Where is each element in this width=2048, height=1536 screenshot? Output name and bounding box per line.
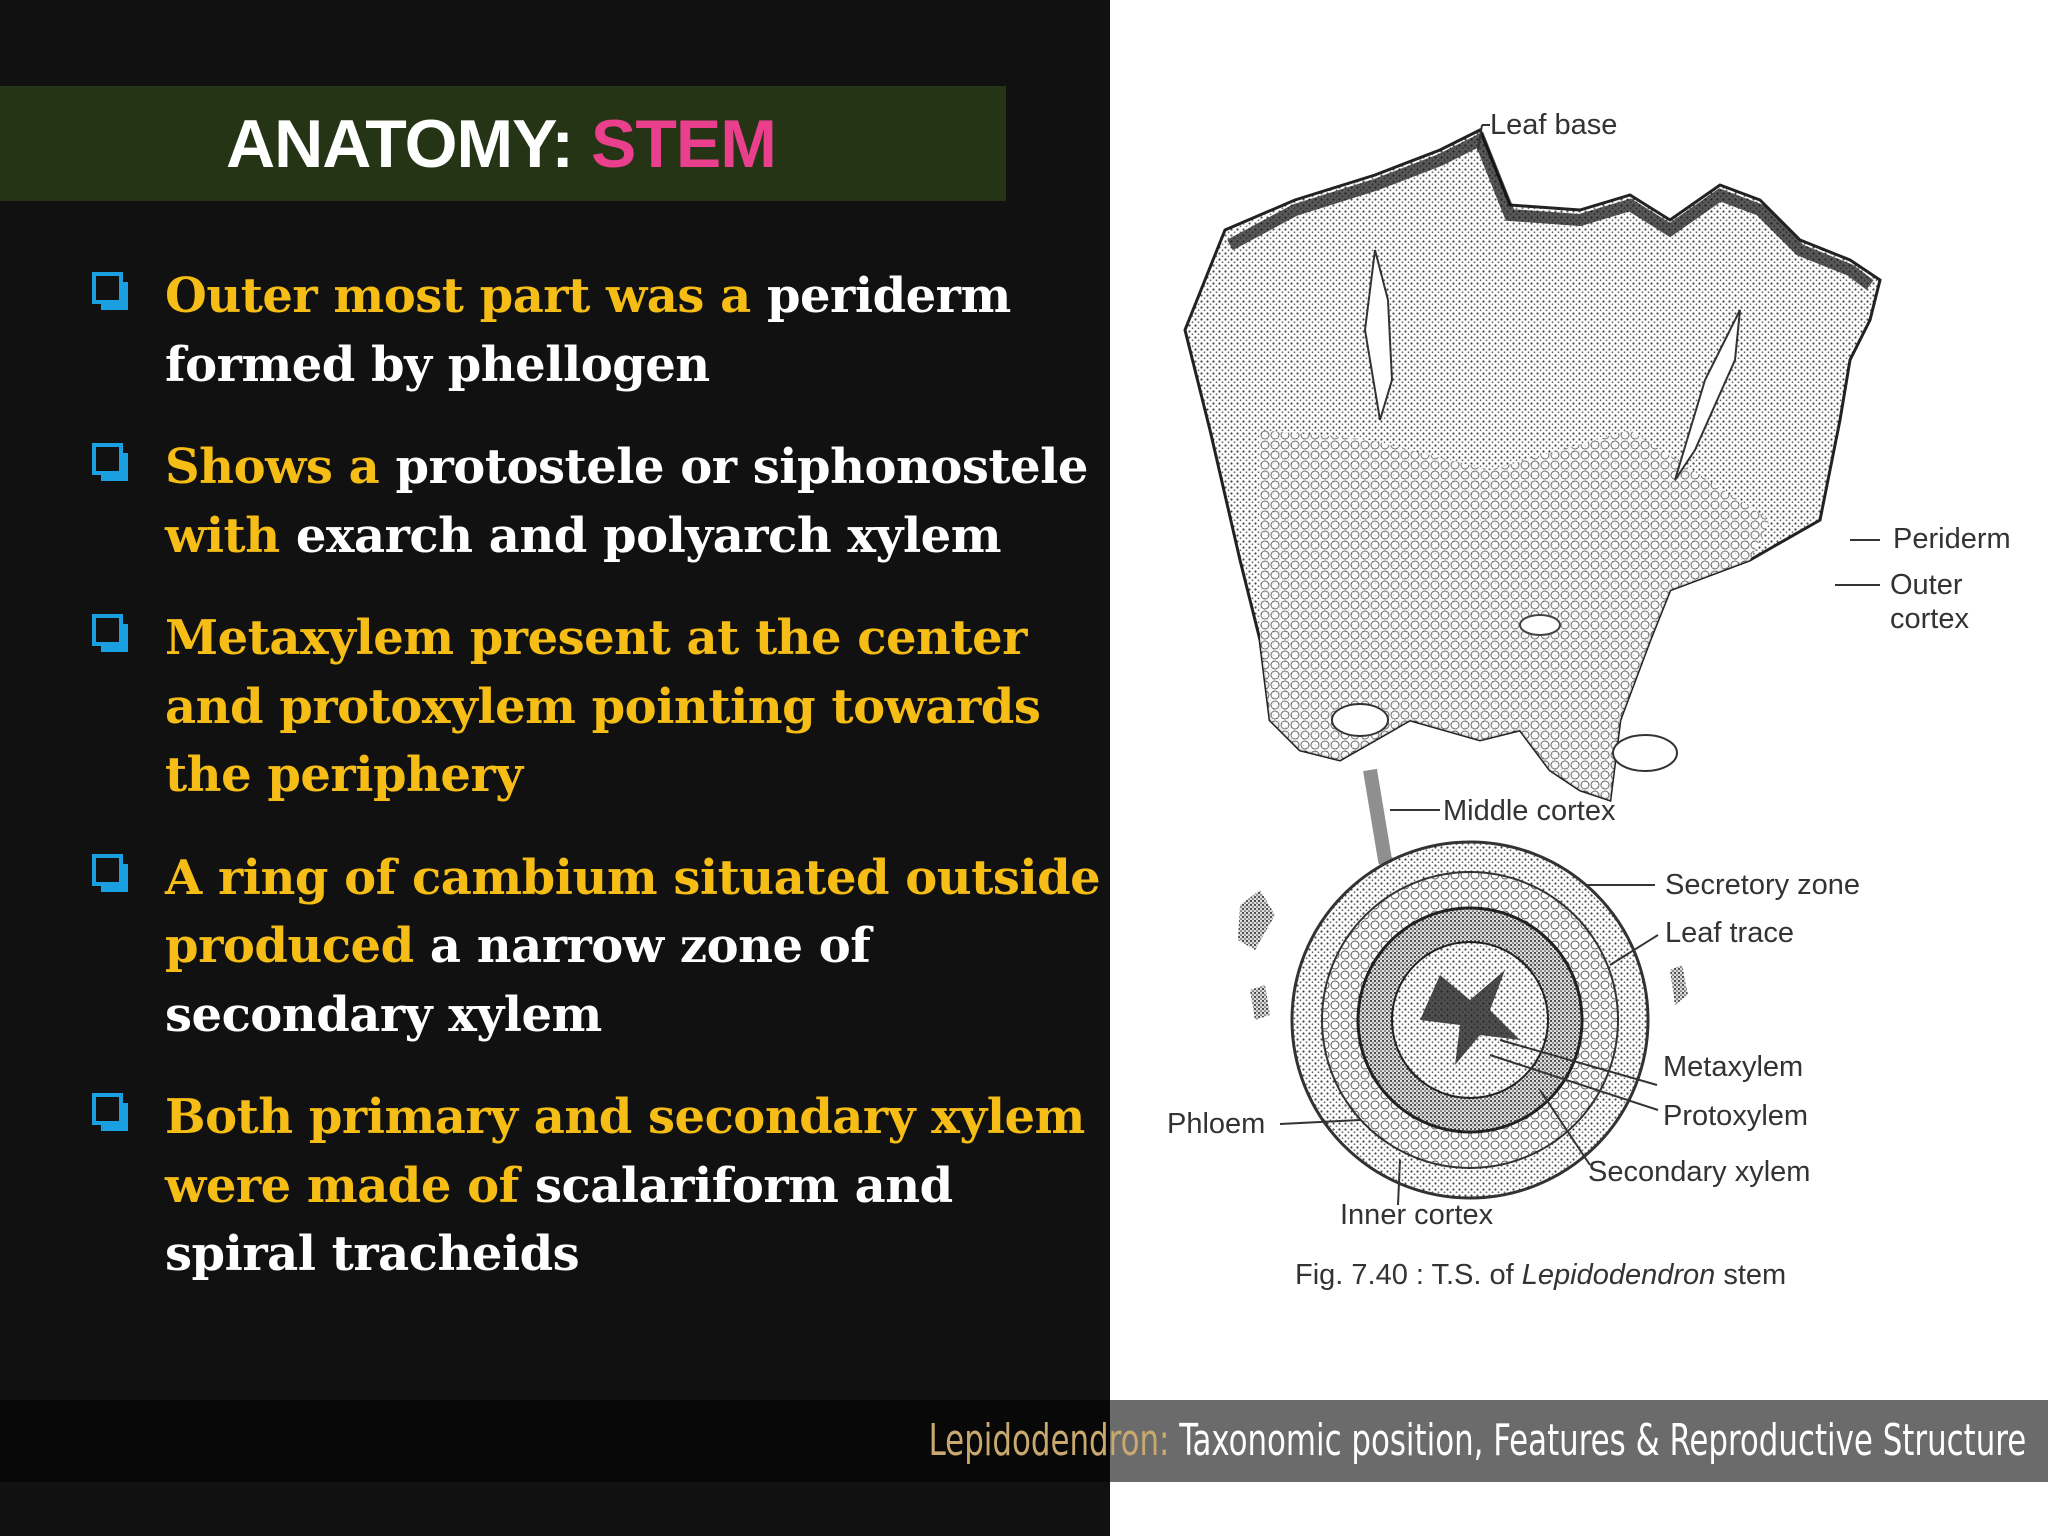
checkbox-bullet-icon [92, 854, 130, 894]
caption-italic: Lepidodendron [1521, 1259, 1716, 1291]
label-periderm: Periderm [1893, 523, 2011, 555]
label-protoxylem: Protoxylem [1663, 1100, 1809, 1132]
tissue-fragment [1670, 965, 1688, 1005]
tissue-fragment [1238, 890, 1275, 950]
checkbox-bullet-icon [92, 272, 130, 312]
title-bar [0, 86, 1006, 201]
slide-title [226, 105, 776, 183]
stem-cross-section-figure [1110, 0, 2048, 1400]
bullet-text-part: Metaxylem present at the center and protoxylem pointing towards the periphery [165, 610, 1041, 803]
bullet-item [92, 604, 1102, 810]
bullet-text [165, 610, 1040, 803]
label-secondary-xylem: Secondary xylem [1588, 1156, 1811, 1188]
checkbox-bullet-icon [92, 614, 130, 654]
label-phloem: Phloem [1167, 1108, 1266, 1140]
label-secretory-zone: Secretory zone [1665, 869, 1861, 901]
label-inner-cortex: Inner cortex [1340, 1199, 1494, 1231]
bullet-text-part: Both primary and secondary xylem were made of [165, 1089, 1085, 1214]
label-metaxylem: Metaxylem [1663, 1051, 1804, 1083]
footer-subtitle: Taxonomic position, Features & Reproductive Structure [1179, 1415, 2026, 1466]
bullet-text-part: A ring of cambium situated outside produced [165, 849, 1101, 974]
bullet-text-part: protostele or siphonostele [395, 439, 1088, 495]
bullet-text-part: Outer most part was a [165, 268, 767, 324]
title-prefix: ANATOMY: [226, 105, 591, 182]
bullet-text-part: a narrow zone of secondary xylem [165, 918, 871, 1043]
bullet-text-part: periderm formed by phellogen [165, 268, 1011, 393]
bullet-item [92, 844, 1102, 1050]
bullet-text-part: Shows a [165, 439, 396, 495]
caption-prefix: Fig. 7.40 : T.S. of [1295, 1259, 1522, 1291]
bullet-text [165, 439, 1088, 564]
checkbox-bullet-icon [92, 1093, 130, 1133]
leaf-trace-strand [1370, 770, 1395, 870]
label-middle-cortex: Middle cortex [1443, 795, 1616, 827]
bullet-text-part: exarch and polyarch xylem [295, 507, 1001, 564]
label-outer-cortex-2: cortex [1890, 603, 1969, 635]
label-leaf-base: Leaf base [1490, 109, 1618, 141]
bullet-text [165, 1089, 1085, 1282]
label-leaf-trace: Leaf trace [1665, 917, 1794, 949]
bullet-text-part: scalariform and spiral tracheids [165, 1157, 953, 1282]
bullet-text [165, 850, 1100, 1043]
bullet-text-part: with [165, 507, 296, 564]
checkbox-bullet-icon [92, 443, 130, 483]
stele [1292, 842, 1648, 1198]
bullet-text [165, 268, 1011, 393]
bullet-item [92, 262, 1102, 399]
stem-outer-region [1185, 130, 1880, 800]
figure-caption [1295, 1259, 1786, 1291]
title-accent: STEM [590, 105, 776, 182]
footer-text [928, 1400, 2026, 1482]
bullet-list [92, 262, 1102, 1323]
footer-genus: Lepidodendron: [928, 1415, 1180, 1466]
tissue-fragment [1250, 985, 1270, 1020]
label-outer-cortex-1: Outer [1890, 569, 1963, 601]
bullet-item [92, 433, 1102, 570]
bullet-item [92, 1083, 1102, 1289]
caption-suffix: stem [1715, 1259, 1787, 1291]
